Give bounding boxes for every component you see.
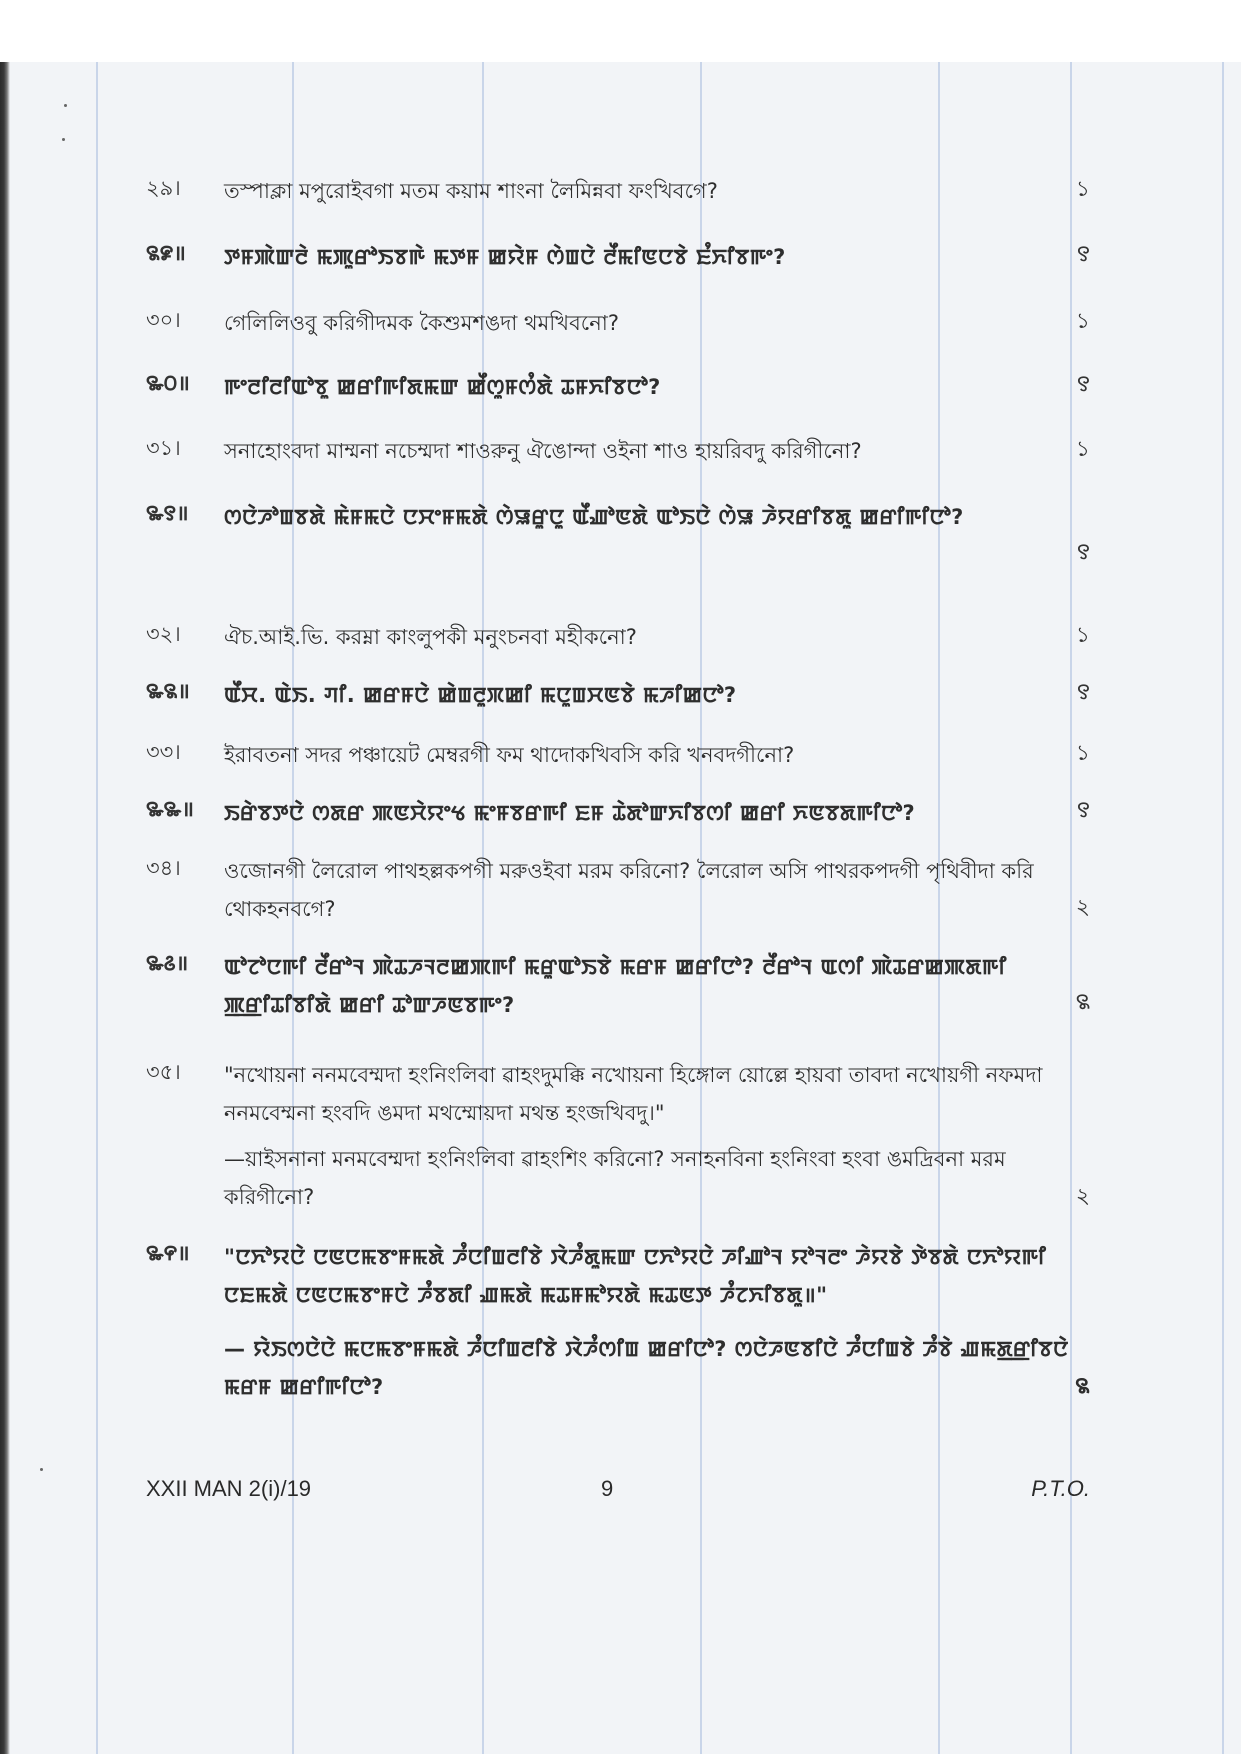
question-35-bengali-sub: [224, 1140, 1090, 1216]
question-34-bengali: [146, 852, 1090, 928]
question-35-bengali: [146, 1056, 1090, 1132]
question-marks: ১: [1075, 309, 1090, 334]
question-number: ꯳꯲॥: [146, 679, 190, 703]
scan-speck: [64, 104, 67, 107]
scan-speck: [40, 1468, 43, 1471]
question-number: ৩০।: [146, 308, 181, 332]
question-text: "ꯅꯈꯣꯌꯅꯥ ꯅꯟꯅꯃꯕꯦꯝꯃꯗꯥ ꯍꯪꯅꯤꯡꯂꯤꯕꯥ ꯋꯥꯍꯪꯗꯨꯃꯛ ꯅꯈꯣꯌꯅꯥ ꯍꯤꯉꯣꯜ ꯌꯣꯜꯂꯦ ꯍꯥꯌꯕꯥ ꯇꯥꯕꯗꯥ ꯅꯈꯣꯌꯒꯤ ꯅꯐꯃꯗꯥ ꯅꯟꯅꯃꯕꯦꯝꯅꯥ ꯍꯪꯕꯗꯤ ꯉꯃꯗꯥ ꯃꯊꯝꯃꯣꯌꯗꯥ ꯃꯊꯟꯇ ꯍꯪꯖꯈꯤꯕꯗꯨ॥": [224, 1245, 1047, 1307]
question-number: ꯳꯳॥: [146, 797, 194, 821]
question-text: গেলিলিওবু করিগীদমক কৈশুমশঙদা থমখিবনো?: [224, 311, 619, 335]
question-text: ꯏꯔꯥꯕꯇꯅꯥ ꯁꯗꯔ ꯄꯟꯆꯥꯌꯦꯠ ꯃꯦꯝꯕꯔꯒꯤ ꯐꯝ ꯊꯥꯗꯣꯛꯈꯤꯕꯁꯤ ꯀꯔꯤ ꯈꯟꯕꯗꯒꯤꯅꯣ?: [224, 801, 916, 825]
question-31-bengali: [146, 432, 1090, 470]
question-marks: ২: [1075, 895, 1090, 920]
question-text: "নখোয়না ননমবেম্মদা হংনিংলিবা ৱাহংদুমক্কি নখোয়না হিঙ্গোল য়োল্লে হায়বা তাবদা নখোয়গী নফমদা ননমবেম্মনা হংবদি ঙমদা মথম্মোয়দা মথন্ত হংজখিবদু।": [224, 1063, 1043, 1125]
question-text: ꯑꯣꯖꯣꯅꯒꯤ ꯂꯩꯔꯣꯜ ꯄꯥꯊꯍꯜꯂꯀꯄꯒꯤ ꯃꯔꯨꯑꯣꯏꯕꯥ ꯃꯔꯝ ꯀꯔꯤꯅꯣ? ꯂꯩꯔꯣꯜ ꯑꯁꯤ ꯄꯥꯊꯔꯀꯄꯗꯒꯤ ꯄ꯭ꯔꯤꯊꯤꯕꯤꯗꯥ ꯀꯔꯤ ꯊꯣꯛꯍꯟꯕꯒꯦ?: [224, 955, 1007, 1017]
question-number: ꯳꯱॥: [146, 501, 189, 525]
question-32-meetei: [146, 676, 1090, 714]
question-marks: ꯱: [1077, 798, 1090, 823]
question-30-meetei: [146, 368, 1090, 406]
question-text: ওজোনগী লৈরোল পাথহল্লকপগী মরুওইবা মরম করিনো? লৈরোল অসি পাথরকপদগী পৃথিবীদা করি থোকহনবগে?: [224, 859, 1034, 921]
page-number: 9: [601, 1476, 614, 1501]
question-text: ꯁꯅꯥꯍꯣꯡꯕꯗꯥ ꯃꯥꯝꯃꯅꯥ ꯅꯆꯦꯝꯃꯗꯥ ꯁꯥꯎꯔꯨꯅꯨ ꯑꯩꯉꯣꯟꯗꯥ ꯑꯣꯏꯅꯥ ꯁꯥꯎ ꯍꯥꯌꯔꯤꯕꯗꯨ ꯀꯔꯤꯒꯤꯅꯣ?: [224, 505, 964, 529]
question-text: তস্পাক্লা মপুরোইবগা মতম কয়াম শাংনা লৈমিন্নবা ফংখিবগে?: [224, 179, 718, 203]
question-33-bengali: [146, 736, 1090, 774]
question-34-meetei: [146, 948, 1090, 1024]
page-left-edge: [0, 62, 10, 1754]
ruled-line: [1222, 62, 1224, 1754]
question-32-bengali: [146, 618, 1090, 656]
question-text: ꯒꯦꯂꯤꯂꯤꯑꯣꯕꯨ ꯀꯔꯤꯒꯤꯗꯃꯛ ꯀꯩꯁꯨꯝꯁꯪꯗꯥ ꯊꯝꯈꯤꯕꯅꯣ?: [224, 375, 661, 399]
question-marks: ২: [1075, 1184, 1090, 1209]
sub-question-text: —য়াইসনানা মনমবেম্মদা হংনিংলিবা ৱাহংশিং করিনো? সনাহনবিনা হংনিংবা হংবা ঙমদ্রিবনা মরম করিগীনো?: [224, 1147, 1006, 1209]
page-footer: [146, 1476, 1090, 1506]
paper-code: XXII MAN 2(i)/19: [146, 1476, 312, 1501]
question-text: ꯑꯩꯆ. ꯑꯥꯏ. ꯚꯤ. ꯀꯔꯝꯅꯥ ꯀꯥꯡꯂꯨꯞꯀꯤ ꯃꯅꯨꯡꯆꯟꯕꯥ ꯃꯍꯤꯀꯅꯣ?: [224, 683, 737, 707]
question-35-meetei: [146, 1238, 1090, 1314]
question-29-bengali: [146, 172, 1090, 210]
question-number: ৩৪।: [146, 856, 181, 880]
question-35-meetei-sub: [224, 1330, 1090, 1406]
question-number: ৩৫।: [146, 1060, 181, 1084]
question-33-meetei: [146, 794, 1090, 832]
question-marks: ꯲: [1075, 990, 1090, 1015]
question-number: ꯳꯴॥: [146, 951, 189, 975]
question-marks: ১: [1075, 741, 1090, 766]
please-turn-over: P.T.O.: [1031, 1476, 1090, 1501]
question-text: ঐচ.আই.ভি. করম্না কাংলুপকী মনুংচনবা মহীকনো?: [224, 625, 637, 649]
question-marks: ꯱: [1077, 242, 1090, 267]
scan-top-margin: [0, 0, 1241, 62]
question-number: ꯳꯵॥: [146, 1241, 190, 1265]
question-marks: ꯲: [1075, 1374, 1090, 1399]
question-number: ৩১।: [146, 436, 181, 460]
ruled-line: [96, 62, 98, 1754]
question-text: সনাহোংবদা মাম্মনা নচেম্মদা শাওরুনু ঐঙোন্দা ওইনা শাও হায়রিবদু করিগীনো?: [224, 439, 862, 463]
question-number: ꯳꯰॥: [146, 371, 190, 395]
question-marks: ꯱: [1077, 680, 1090, 705]
question-text: ইরাবতনা সদর পঞ্চায়েট মেম্বরগী ফম থাদোকখিবসি করি খনবদগীনো?: [224, 743, 795, 767]
question-marks: ১: [1075, 623, 1090, 648]
question-marks: ১: [1075, 177, 1090, 202]
question-number: ꯲꯹॥: [146, 241, 186, 265]
sub-question-text: — ꯌꯥꯏꯁꯅꯥꯅꯥ ꯃꯅꯃꯕꯦꯝꯃꯗꯥ ꯍꯪꯅꯤꯡꯂꯤꯕꯥ ꯋꯥꯍꯪꯁꯤꯡ ꯀꯔꯤꯅꯣ? ꯁꯅꯥꯍꯟꯕꯤꯅꯥ ꯍꯪꯅꯤꯡꯕꯥ ꯍꯪꯕꯥ ꯉꯃꯗ꯭ꯔꯤꯕꯅꯥ ꯃꯔꯝ ꯀꯔꯤꯒꯤꯅꯣ?: [224, 1337, 1069, 1399]
question-29-meetei: [146, 238, 1090, 276]
question-marks: ꯱: [1077, 372, 1090, 397]
question-marks: ꯱: [1077, 540, 1090, 565]
question-number: ৩২।: [146, 622, 181, 646]
scan-speck: [62, 138, 65, 141]
question-number: ৩৩।: [146, 740, 181, 764]
question-31-meetei: [146, 498, 1090, 574]
question-number: ২৯।: [146, 176, 181, 200]
question-30-bengali: [146, 304, 1090, 342]
question-marks: ১: [1075, 437, 1090, 462]
question-text: ꯇꯝꯄꯥꯛꯂꯥ ꯃꯄꯨꯔꯣꯏꯕꯒꯥ ꯃꯇꯝ ꯀꯌꯥꯝ ꯁꯥꯡꯅꯥ ꯂꯩꯃꯤꯟꯅꯕꯥ ꯐꯪꯈꯤꯕꯒꯦ?: [224, 245, 786, 269]
